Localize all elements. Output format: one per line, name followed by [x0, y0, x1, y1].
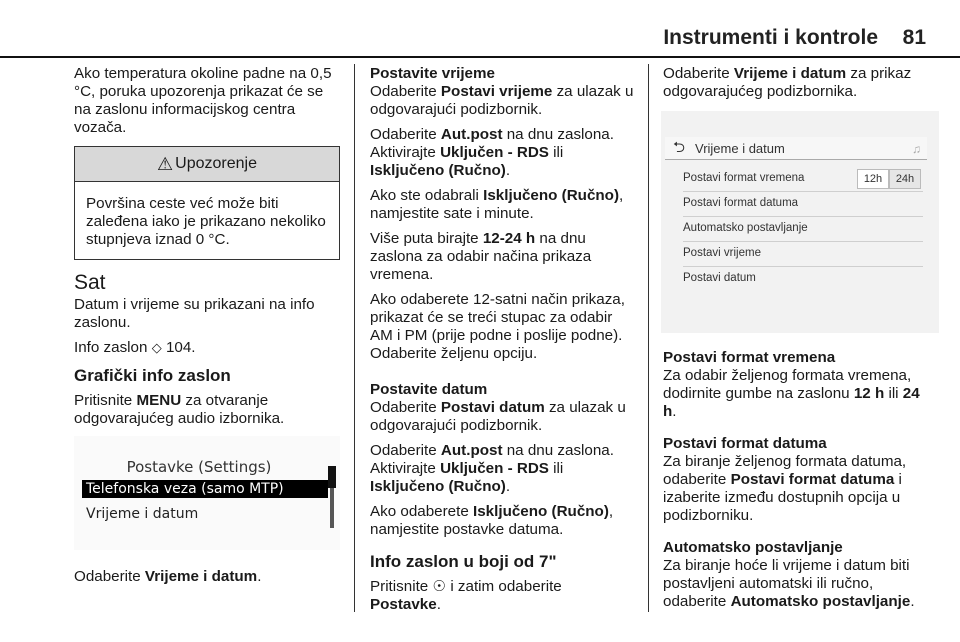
scrollbar-thumb: [328, 466, 336, 488]
set-date-p3: Ako odaberete Isključeno (Ručno), namjestite postavke datuma.: [370, 503, 614, 538]
column-3: [663, 65, 931, 618]
back-arrow-icon[interactable]: ⮌: [673, 139, 686, 156]
list-item[interactable]: Postavi vrijeme: [683, 242, 923, 267]
set-time-p3: Ako ste odabrali Isključeno (Ručno), namjestite sate i minute.: [370, 187, 624, 222]
page-ref-icon: ◇: [151, 340, 162, 355]
seg-12h-button[interactable]: 12h: [857, 169, 889, 189]
section-title-time-format: Postavi format vremena: [663, 349, 836, 366]
section-title-set-time: Postavite vrijeme: [370, 65, 495, 82]
list-item[interactable]: Postavi datum: [683, 272, 756, 284]
section-title-sat: Sat: [74, 271, 106, 294]
set-time-p5: Ako odaberete 12-satni način prikaza, prikazat će se treći stupac za odabir AM i PM (prije podne i poslije podne). Odaberite željenu opciju.: [370, 291, 625, 362]
menu-item-selected: Telefonska veza (samo MTP): [82, 480, 328, 498]
list-item[interactable]: Automatsko postavljanje: [683, 217, 923, 242]
column-divider: [354, 64, 355, 612]
color-display-screenshot: [661, 111, 939, 333]
seg-24h-button[interactable]: 24h: [889, 169, 921, 189]
section-title-auto-set: Automatsko postavljanje: [663, 539, 843, 556]
chapter-title: Instrumenti i kontrole: [663, 26, 878, 49]
warning-title: Upozorenje: [175, 155, 257, 172]
time-format-paragraph: Za odabir željenog formata vremena, dodirnite gumbe na zaslonu 12 h ili 24 h.: [663, 367, 920, 420]
section-title-date-format: Postavi format datuma: [663, 435, 827, 452]
section-title-color-display: Info zaslon u boji od 7": [370, 552, 557, 571]
graphic-display-screenshot: [74, 436, 340, 550]
warning-box: [74, 146, 340, 260]
column-1: [74, 65, 340, 593]
music-note-icon: ♫: [912, 142, 921, 156]
list-item[interactable]: Postavi format vremena 12h 24h: [683, 167, 923, 192]
col3-intro: Odaberite Vrijeme i datum za prikaz odgovarajućeg podizbornika.: [663, 65, 912, 100]
warning-header: [75, 147, 339, 182]
column-2: [370, 65, 635, 621]
list-item[interactable]: Postavi format datuma: [683, 192, 923, 217]
info-reference: Info zaslon ◇ 104.: [74, 339, 196, 356]
set-date-p2: Odaberite Aut.post na dnu zaslona. Aktivirajte Uključen - RDS ili Isključeno (Ručno).: [370, 442, 614, 495]
page-header: [0, 0, 960, 58]
press-menu-paragraph: Pritisnite MENU za otvaranje odgovarajućeg audio izbornika.: [74, 392, 285, 427]
menu-item: Vrijeme i datum: [86, 506, 199, 522]
home-icon: ☉: [432, 578, 447, 595]
screen-title: Vrijeme i datum: [695, 141, 785, 156]
settings-list: [683, 167, 923, 291]
color-display-paragraph: Pritisnite ☉ i zatim odaberite Postavke.: [370, 578, 562, 613]
warning-body: Površina ceste već može biti zaleđena iako je prikazano nekoliko stupnjeva iznad 0 °C.: [86, 195, 326, 248]
sat-paragraph: Datum i vrijeme su prikazani na info zaslonu.: [74, 296, 315, 331]
section-title-graphic: Grafički info zaslon: [74, 366, 231, 385]
screen-header: [665, 137, 927, 160]
page-number: 81: [902, 26, 926, 49]
intro-paragraph: Ako temperatura okoline padne na 0,5 °C, poruka upozorenja prikazat će se na zaslonu informacijskog centra vozača.: [74, 65, 332, 136]
warning-triangle-icon: ⚠: [157, 154, 174, 174]
set-date-p1: Odaberite Postavi datum za ulazak u odgovarajući podizbornik.: [370, 399, 626, 434]
auto-set-paragraph: Za biranje hoće li vrijeme i datum biti postavljeni automatski ili ručno, odaberite Automatsko postavljanje.: [663, 557, 915, 610]
header-rule: [0, 56, 960, 58]
screen-header: Postavke (Settings): [126, 458, 272, 476]
time-format-toggle[interactable]: [857, 169, 921, 189]
set-time-p1: Odaberite Postavi vrijeme za ulazak u odgovarajući podizbornik.: [370, 83, 634, 118]
date-format-paragraph: Za biranje željenog formata datuma, odaberite Postavi format datuma i izaberite između dostupnih opcija u podizborniku.: [663, 453, 907, 524]
select-paragraph: Odaberite Vrijeme i datum.: [74, 568, 262, 585]
set-time-p4: Više puta birajte 12-24 h na dnu zaslona za odabir načina prikaza vremena.: [370, 230, 592, 283]
column-divider: [648, 64, 649, 612]
set-time-p2: Odaberite Aut.post na dnu zaslona. Aktivirajte Uključen - RDS ili Isključeno (Ručno).: [370, 126, 614, 179]
section-title-set-date: Postavite datum: [370, 381, 488, 398]
